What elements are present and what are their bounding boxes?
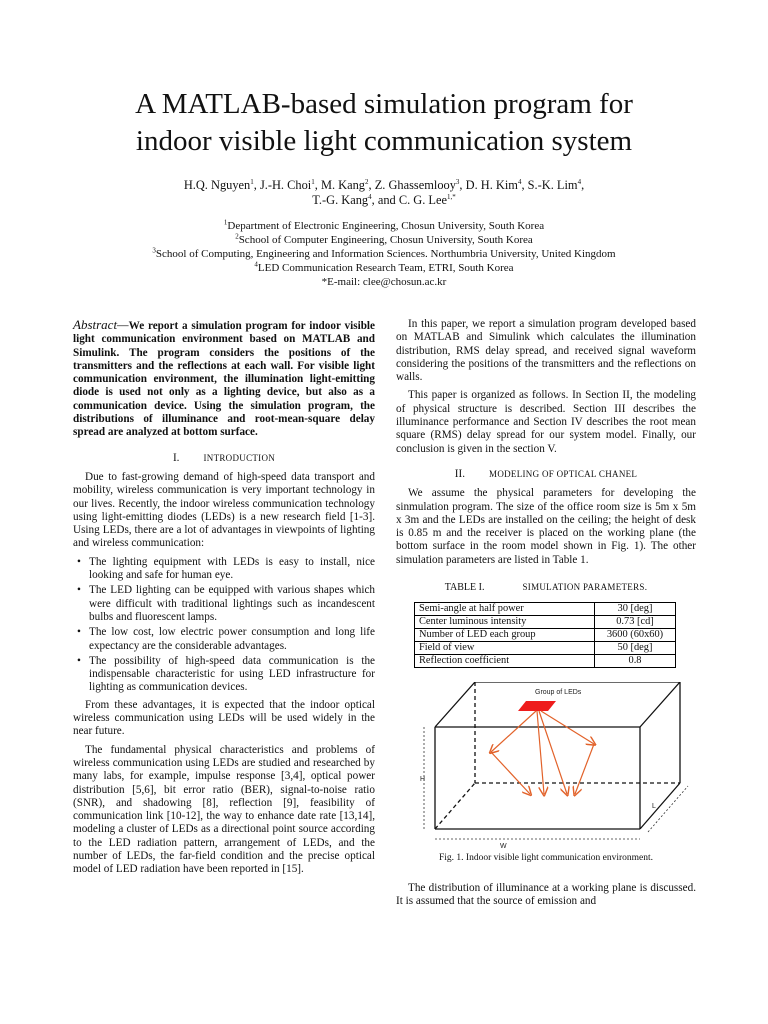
table-row: Reflection coefficient 0.8 xyxy=(415,655,676,668)
list-item: • The possibility of high-speed data communication is the indispensable characteristic for using LED infrastructure for lighting as communication devices. xyxy=(73,655,375,695)
list-item: • The LED lighting can be equipped with various shapes which were difficult with traditional lightings such as incandescent bulbs and fluorescent lamps. xyxy=(73,584,375,624)
intro-paragraph-1: Due to fast-growing demand of high-speed data transport and mobility, wireless communication is very important technology in our lives. Recently, the indoor wireless communication technology using light-emitting diodes (LEDs) is a new research field [1-3]. Using LEDs, there are a lot of advantages in viewpoints of lighting and wireless communication: xyxy=(73,470,375,550)
author: H.Q. Nguyen xyxy=(183,178,251,192)
table-row: Number of LED each group 3600 (60x60) xyxy=(415,629,676,642)
left-column xyxy=(73,318,375,882)
table-row: Center luminous intensity 0.73 [cd] xyxy=(415,616,676,629)
title-line-1: A MATLAB-based simulation program for xyxy=(135,88,633,120)
author-line-2: T.-G. Kang$^4$, and C. G. Lee$^{1,*}$ xyxy=(312,192,456,207)
abstract-text: We report a simulation program for indoor visible light communication environment based on MATLAB and Simulink. The program considers the positions of the transmitters and the reflections at each wall. For visible light communication environment, the illumination light-emitting diode is used not only as a lighting device, but also as a communication device. Using the simulation program, the distributions of illuminance and root-mean-square delay spread are analyzed at bottom surface. xyxy=(73,320,375,439)
affiliation: $^2$School of Computer Engineering, Chosun University, South Korea xyxy=(235,232,533,246)
contact-email: *E-mail: clee@chosun.ac.kr xyxy=(321,276,447,288)
author: C. G. Lee xyxy=(398,193,447,207)
list-item: • The lighting equipment with LEDs is easy to install, nice looking and safe for human eye. xyxy=(73,556,375,583)
title-line-2: indoor visible light communication system xyxy=(135,125,633,157)
figure-caption: Fig. 1. Indoor visible light communication environment. xyxy=(439,853,653,864)
figure-room-model xyxy=(396,682,696,852)
advantages-list xyxy=(73,556,375,695)
label-group-of-leds: Group of LEDs xyxy=(535,689,582,697)
label-h: H xyxy=(420,776,426,784)
author-list xyxy=(0,178,768,208)
author: Z. Ghassemlooy xyxy=(374,178,456,192)
author: J.-H. Choi xyxy=(259,178,312,192)
abstract-lead: Abstract— xyxy=(73,317,129,332)
simulation-parameters-table xyxy=(414,602,676,668)
room-box xyxy=(435,682,680,829)
intro-paragraph-3: The fundamental physical characteristics and problems of wireless communication using LEDs are studied and researched by many labs, for example, impulse response [3,4], optical power distribution [5,6], bit error ratio (BER), signal-to-noise ratio (SNR), and shadowing [8], reflection [9], feasibility of communication link [10-12], the way to enhance date rate [13,14], modeling a cluster of LEDs as a directional point source according to the LED radiation pattern, arrangement of LEDs, and the number of LEDs, the far-field condition and the precise optical model of LED radiation have been reported in [15]. xyxy=(73,743,375,876)
affiliation-list xyxy=(0,219,768,289)
modeling-paragraph: We assume the physical parameters for developing the sinmulation program. The size of the office room size is 5m x 5m x 3m and the LEDs are installed on the ceiling; the height of desk is 0.85 m and the receiver is placed on the working plane (the bottom surface in the room model shown in Fig. 1). The other simulation parameters are listed in Table 1. xyxy=(396,487,696,566)
affiliation: $^4$LED Communication Research Team, ETRI, South Korea xyxy=(254,260,514,274)
paper-title xyxy=(0,86,768,160)
section-heading-introduction: I. INTRODUCTION xyxy=(172,451,276,464)
label-w: W xyxy=(500,843,507,851)
author: D. H. Kim xyxy=(465,178,518,192)
intro-paragraph-2: From these advantages, it is expected that the indoor optical wireless communication using LEDs will be used widely in the near future. xyxy=(73,698,375,738)
table-caption: TABLE I. SIMULATION PARAMETERS. xyxy=(444,582,648,594)
author: M. Kang xyxy=(320,178,365,192)
room-diagram xyxy=(396,682,696,852)
section-heading-modeling: II. MODELING OF OPTICAL CHANEL xyxy=(454,467,638,480)
led-group xyxy=(518,701,556,711)
affiliation: $^3$School of Computing, Engineering and Information Sciences. Northumbria University, United Kingdom xyxy=(152,246,616,260)
author-line-1: H.Q. Nguyen$^1$, J.-H. Choi$^1$, M. Kang$^2$, Z. Ghassemlooy$^3$, D. H. Kim$^4$, S.-K. Lim$^4$, xyxy=(183,177,585,192)
author: S.-K. Lim xyxy=(527,178,578,192)
table-row: Semi-angle at half power 30 [deg] xyxy=(415,603,676,616)
list-item: • The low cost, low electric power consumption and long life expectancy are the considerable advantages. xyxy=(73,626,375,653)
label-l: L xyxy=(652,803,656,811)
right-column xyxy=(396,318,696,913)
affiliation: $^1$Department of Electronic Engineering, Chosun University, South Korea xyxy=(223,218,545,232)
abstract xyxy=(73,318,375,440)
right-paragraph-3: The distribution of illuminance at a working plane is discussed. It is assumed that the source of emission and xyxy=(396,881,696,907)
right-paragraph-2: This paper is organized as follows. In Section II, the modeling of physical structure is described. Section III describes the illuminance performance and Section IV describes the root mean square (RMS) delay spread for our system model. Finally, our conclusion is given in the section V. xyxy=(396,389,696,455)
right-paragraph-1: In this paper, we report a simulation program developed based on MATLAB and Simulink which calculates the illumination distribution, RMS delay spread, and received signal waveform considering the positions of the transmitters and the reflections on walls. xyxy=(396,318,696,384)
author: T.-G. Kang xyxy=(312,193,369,207)
table-row: Field of view 50 [deg] xyxy=(415,642,676,655)
light-rays xyxy=(491,711,594,794)
